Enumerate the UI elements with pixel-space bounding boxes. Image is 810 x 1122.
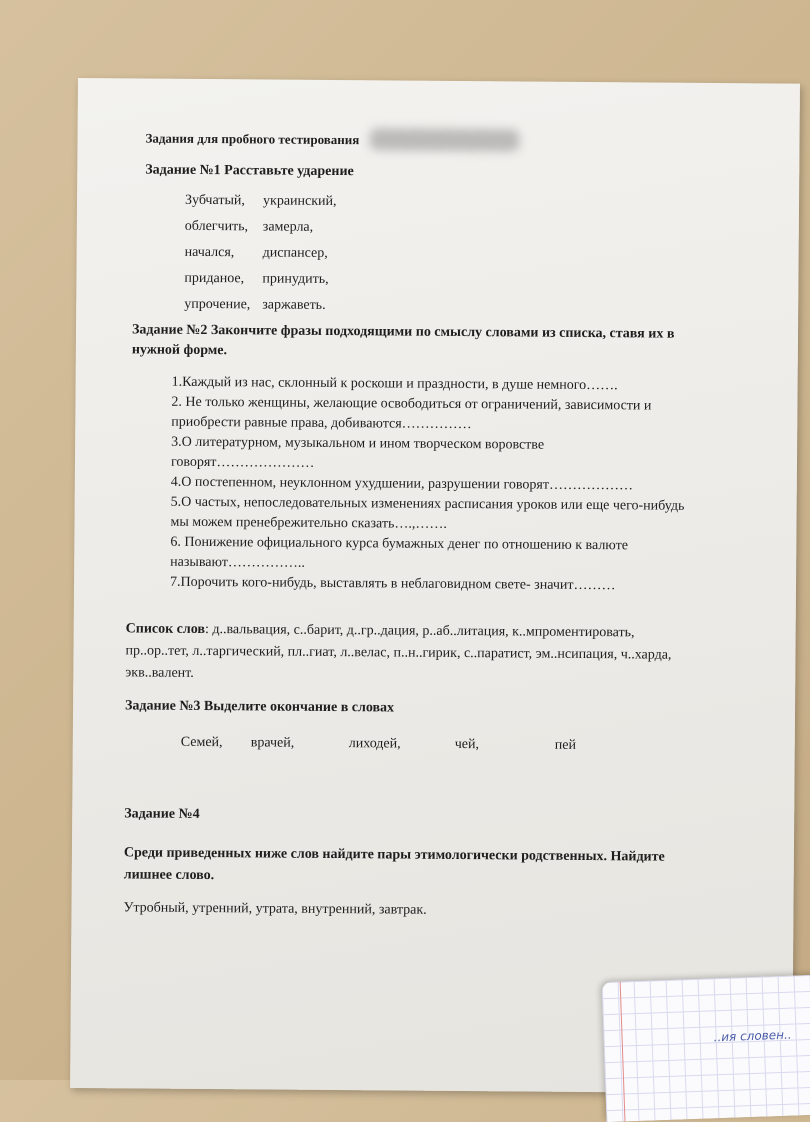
task2-heading (132, 320, 772, 365)
list-item: 6. Понижение официального курса бумажных денег по отношению к валюте (170, 534, 628, 554)
word: врачей, (250, 735, 295, 751)
heading-line: нужной форме. (131, 342, 228, 359)
task1-heading: Задание №1 Расставьте ударение (145, 162, 354, 180)
paper-sheet (70, 78, 800, 1094)
word: заржаветь. (262, 297, 326, 313)
word: лиходей, (348, 736, 401, 752)
list-item (185, 219, 425, 247)
word: замерла, (262, 219, 314, 235)
document-title: Задания для пробного тестирования (145, 130, 360, 148)
list-item: 4.О постепенном, неуклонном ухудшении, разрушении говорят……………… (170, 474, 634, 494)
list-item: 7.Порочить кого-нибудь, выставлять в неблаговидном свете- значит……… (169, 574, 616, 594)
list-item (185, 193, 425, 221)
redacted-area (369, 128, 519, 151)
word-list-line: : д..вальвация, с..барит, д..гр..дация, р..аб..литация, к..мпроментировать, (204, 622, 635, 641)
task3-heading: Задание №3 Выделите окончание в словах (125, 698, 395, 716)
document-body (123, 130, 770, 918)
instruction-line: лишнее слово. (123, 867, 215, 884)
word: упрочение, (184, 296, 251, 313)
word: начался, (184, 244, 235, 261)
word: облегчить, (184, 218, 249, 235)
word: Зубчатый, (184, 192, 245, 209)
task2-sentence-list (170, 373, 772, 598)
list-item: 2. Не только женщины, желающие освободиться от ограничений, зависимости и (171, 394, 652, 414)
word: пей (554, 737, 577, 753)
notepad-corner (602, 974, 810, 1122)
word: украинский, (262, 193, 337, 210)
list-item: говорят………………… (170, 454, 315, 471)
word-list-line: пр..ор..тет, л..таргический, пл..гиат, л..велас, п..н..гирик, с..паратист, эм..нсипация, ч..харда, (125, 643, 672, 663)
list-item: 3.О литературном, музыкальном и ином творческом воровстве (171, 434, 545, 453)
word-list (125, 618, 765, 689)
handwritten-note: ..ия словен.. (713, 1027, 792, 1045)
list-item: 1.Каждый из нас, склонный к роскоши и праздности, в душе немного……. (171, 374, 618, 394)
word-list-label: Список слов (125, 621, 206, 638)
word: приданое, (184, 270, 245, 287)
word: диспансер, (262, 245, 328, 261)
task4-instruction (124, 842, 774, 891)
task1-word-grid (184, 193, 425, 325)
list-item: мы можем пренебрежительно сказать….,……. (170, 514, 447, 532)
list-item (184, 271, 424, 299)
task4-heading: Задание №4 (124, 806, 200, 822)
list-item: называют…………….. (170, 554, 305, 571)
word: принудить, (262, 271, 329, 287)
list-item: приобрести равные права, добиваются…………… (171, 414, 472, 433)
notepad-margin-line (620, 982, 626, 1122)
heading-line: Задание №2 Закончите фразы подходящими по смыслу словами из списка, ставя их в (131, 322, 675, 342)
task4-words: Утробный, утренний, утрата, внутренний, завтрак. (123, 900, 427, 918)
word: Семей, (180, 734, 223, 751)
list-item (184, 245, 424, 273)
list-item: 5.О частых, непоследовательных изменениях расписания уроков или еще чего-нибудь (170, 494, 685, 514)
word: чей, (454, 736, 480, 753)
word-list-line: экв..валент. (125, 665, 194, 681)
instruction-line: Среди приведенных ниже слов найдите пары этимологически родственных. Найдите (123, 845, 665, 865)
